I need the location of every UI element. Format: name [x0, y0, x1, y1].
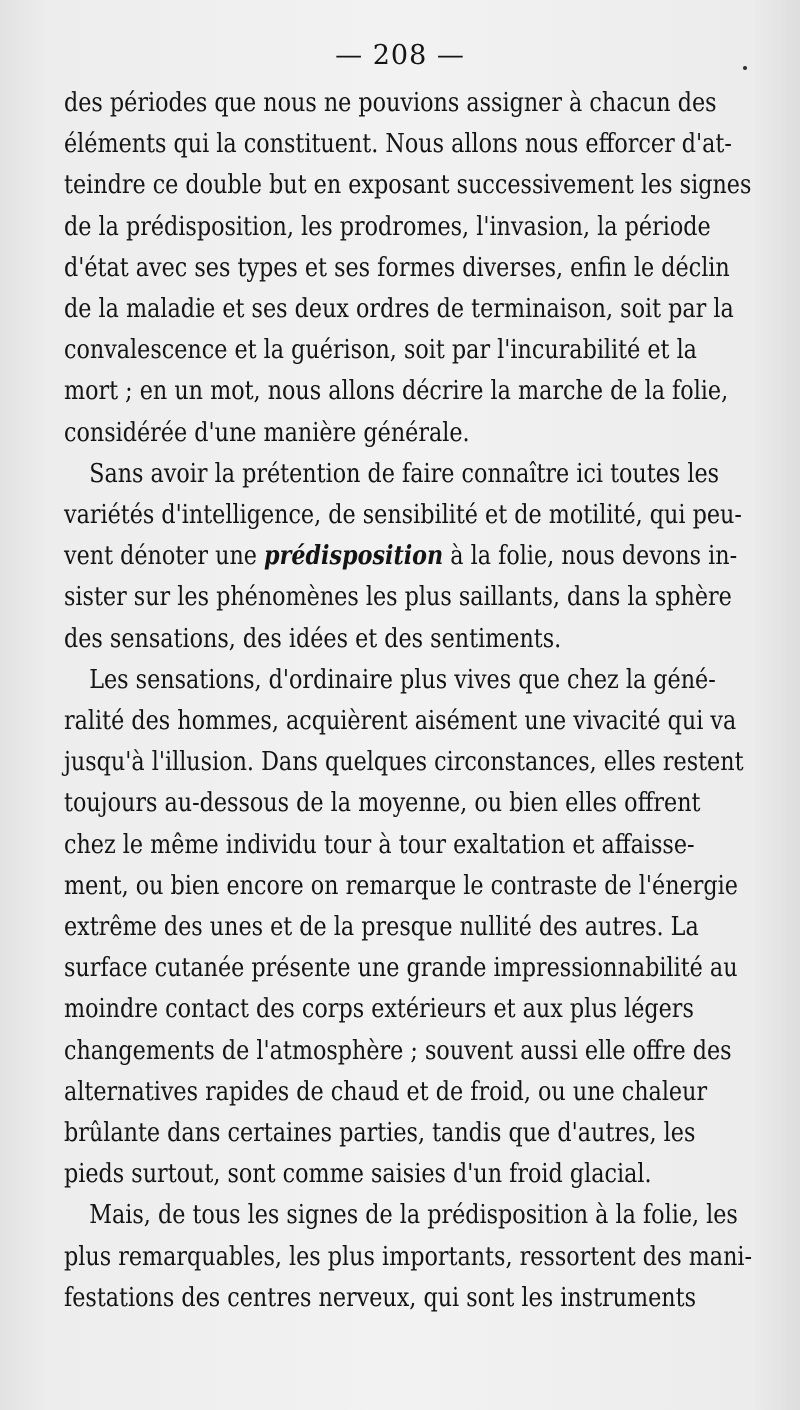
text-line: des périodes que nous ne pouvions assigner à chacun des: [64, 87, 717, 118]
text-line: mort ; en un mot, nous allons décrire la marche de la folie,: [64, 375, 729, 407]
text-line: alternatives rapides de chaud et de froid, ou une chaleur: [64, 1075, 708, 1107]
paragraph-4: [64, 1194, 753, 1318]
page-body: [64, 82, 753, 1318]
paragraph-3: [64, 659, 744, 1195]
text-line: de la maladie et ses deux ordres de terminaison, soit par la: [64, 293, 734, 325]
text-line: ment, ou bien encore on remarque le contraste de l'énergie: [64, 869, 738, 901]
text-line: surface cutanée présente une grande impressionnabilité au: [64, 952, 738, 984]
text-line: éléments qui la constituent. Nous allons nous efforcer d'at-: [64, 128, 732, 160]
text-line: plus remarquables, les plus importants, ressortent des mani-: [64, 1240, 753, 1272]
text-line: jusqu'à l'illusion. Dans quelques circonstances, elles restent: [64, 746, 744, 778]
text-line: changements de l'atmosphère ; souvent aussi elle offre des: [64, 1034, 732, 1066]
text-line: chez le même individu tour à tour exaltation et affaisse-: [64, 828, 695, 860]
text-line: considérée d'une manière générale.: [64, 416, 470, 448]
text-segment: vent dénoter une: [64, 540, 257, 572]
text-line: extrême des unes et de la presque nullité des autres. La: [64, 911, 699, 943]
text-line: sister sur les phénomènes les plus saillants, dans la sphère: [64, 581, 732, 613]
page-number: — 208 —: [335, 40, 465, 71]
text-line: brûlante dans certaines parties, tandis que d'autres, les: [64, 1117, 696, 1149]
text-line: toujours au-dessous de la moyenne, ou bien elles offrent: [64, 787, 701, 819]
text-line: pieds surtout, sont comme saisies d'un froid glacial.: [64, 1158, 652, 1190]
text-line: ralité des hommes, acquièrent aisément une vivacité qui va: [64, 705, 737, 737]
text-line: d'état avec ses types et ses formes diverses, enfin le déclin: [64, 251, 730, 283]
paragraph-2: [64, 453, 742, 659]
text-line: Sans avoir la prétention de faire connaître ici toutes les: [89, 457, 720, 489]
text-line: de la prédisposition, les prodromes, l'invasion, la période: [64, 210, 711, 242]
print-speck: [743, 66, 747, 70]
text-line: festations des centres nerveux, qui sont les instruments: [64, 1281, 697, 1313]
emphasized-word: prédisposition: [264, 540, 444, 572]
text-line: Mais, de tous les signes de la prédisposition à la folie, les: [89, 1199, 738, 1231]
text-segment: à la folie, nous devons in-: [450, 540, 738, 572]
text-line: des sensations, des idées et des sentiments.: [64, 622, 562, 654]
text-line: Les sensations, d'ordinaire plus vives que chez la géné-: [89, 663, 716, 695]
text-line: moindre contact des corps extérieurs et aux plus légers: [64, 993, 694, 1025]
text-line: convalescence et la guérison, soit par l'incurabilité et la: [64, 334, 697, 366]
text-line-with-emphasis: [64, 535, 738, 576]
text-line: teindre ce double but en exposant successivement les signes: [64, 169, 752, 201]
text-line: variétés d'intelligence, de sensibilité et de motilité, qui peu-: [64, 499, 742, 531]
paragraph-1: [64, 82, 752, 453]
